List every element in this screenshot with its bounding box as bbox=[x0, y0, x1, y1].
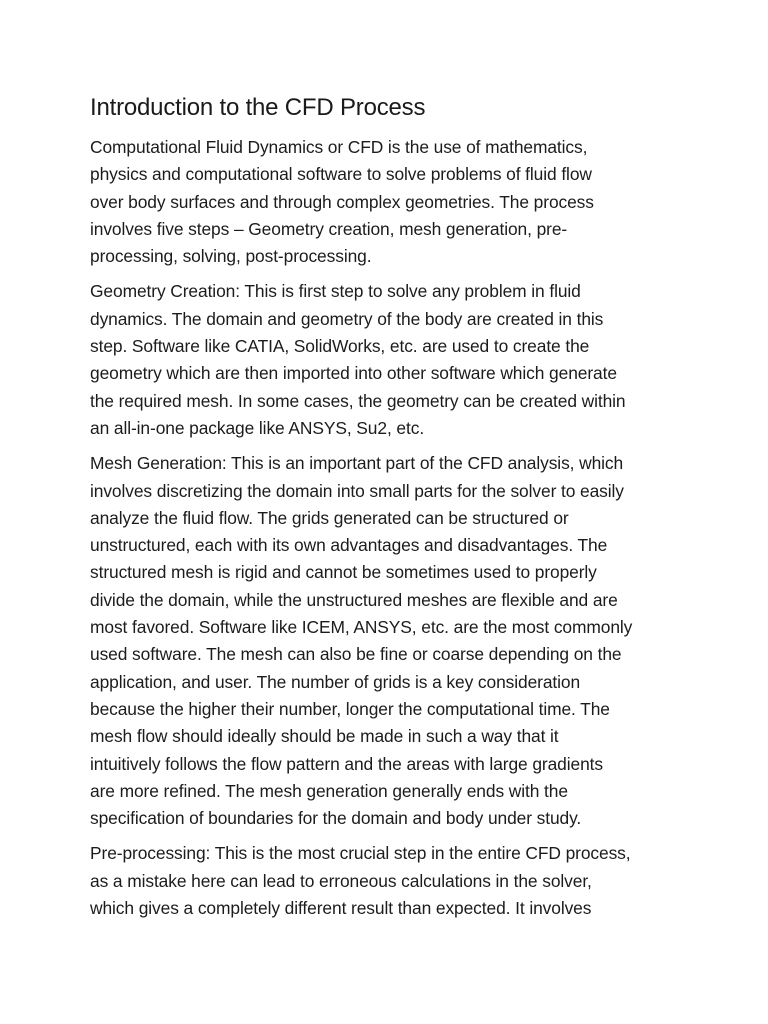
text-line: dynamics. The domain and geometry of the body are created in this bbox=[90, 308, 604, 329]
text-line: unstructured, each with its own advantages and disadvantages. The bbox=[90, 535, 608, 556]
intro-paragraph bbox=[90, 134, 675, 270]
text-line: Computational Fluid Dynamics or CFD is the use of mathematics, bbox=[90, 137, 588, 157]
text-line: most favored. Software like ICEM, ANSYS, etc. are the most commonly bbox=[90, 617, 633, 638]
text-line: analyze the fluid flow. The grids generated can be structured or bbox=[90, 507, 569, 528]
document-page bbox=[90, 92, 675, 930]
text-line: used software. The mesh can also be fine or coarse depending on the bbox=[90, 644, 622, 665]
text-line: the required mesh. In some cases, the geometry can be created within bbox=[90, 390, 626, 411]
text-line: step. Software like CATIA, SolidWorks, etc. are used to create the bbox=[90, 336, 590, 357]
text-line: processing, solving, post-processing. bbox=[90, 246, 372, 267]
geometry-creation-paragraph bbox=[90, 278, 675, 442]
text-line: structured mesh is rigid and cannot be sometimes used to properly bbox=[90, 562, 597, 583]
document-title: Introduction to the CFD Process bbox=[90, 94, 426, 121]
text-line: are more refined. The mesh generation generally ends with the bbox=[90, 780, 568, 801]
text-line: as a mistake here can lead to erroneous calculations in the solver, bbox=[90, 870, 592, 891]
text-line: intuitively follows the flow pattern and the areas with large gradients bbox=[90, 753, 603, 774]
text-line: Pre-processing: This is the most crucial step in the entire CFD process, bbox=[90, 843, 631, 864]
document-body bbox=[90, 134, 675, 922]
text-line: involves discretizing the domain into small parts for the solver to easily bbox=[90, 480, 624, 501]
mesh-generation-paragraph bbox=[90, 450, 675, 832]
text-line: over body surfaces and through complex geometries. The process bbox=[90, 191, 594, 212]
text-line: Mesh Generation: This is an important part of the CFD analysis, which bbox=[90, 453, 624, 474]
text-line: involves five steps – Geometry creation, mesh generation, pre- bbox=[90, 218, 568, 239]
text-line: Geometry Creation: This is first step to solve any problem in fluid bbox=[90, 281, 581, 302]
text-line: specification of boundaries for the domain and body under study. bbox=[90, 808, 582, 829]
text-line: application, and user. The number of grids is a key consideration bbox=[90, 671, 581, 692]
text-line: an all-in-one package like ANSYS, Su2, etc. bbox=[90, 417, 425, 438]
text-line: which gives a completely different result than expected. It involves bbox=[90, 898, 592, 919]
text-line: physics and computational software to solve problems of fluid flow bbox=[90, 164, 592, 185]
pre-processing-paragraph bbox=[90, 840, 675, 922]
text-line: geometry which are then imported into other software which generate bbox=[90, 363, 617, 384]
text-line: divide the domain, while the unstructured meshes are flexible and are bbox=[90, 589, 618, 610]
text-line: because the higher their number, longer the computational time. The bbox=[90, 698, 610, 719]
text-line: mesh flow should ideally should be made in such a way that it bbox=[90, 726, 559, 747]
